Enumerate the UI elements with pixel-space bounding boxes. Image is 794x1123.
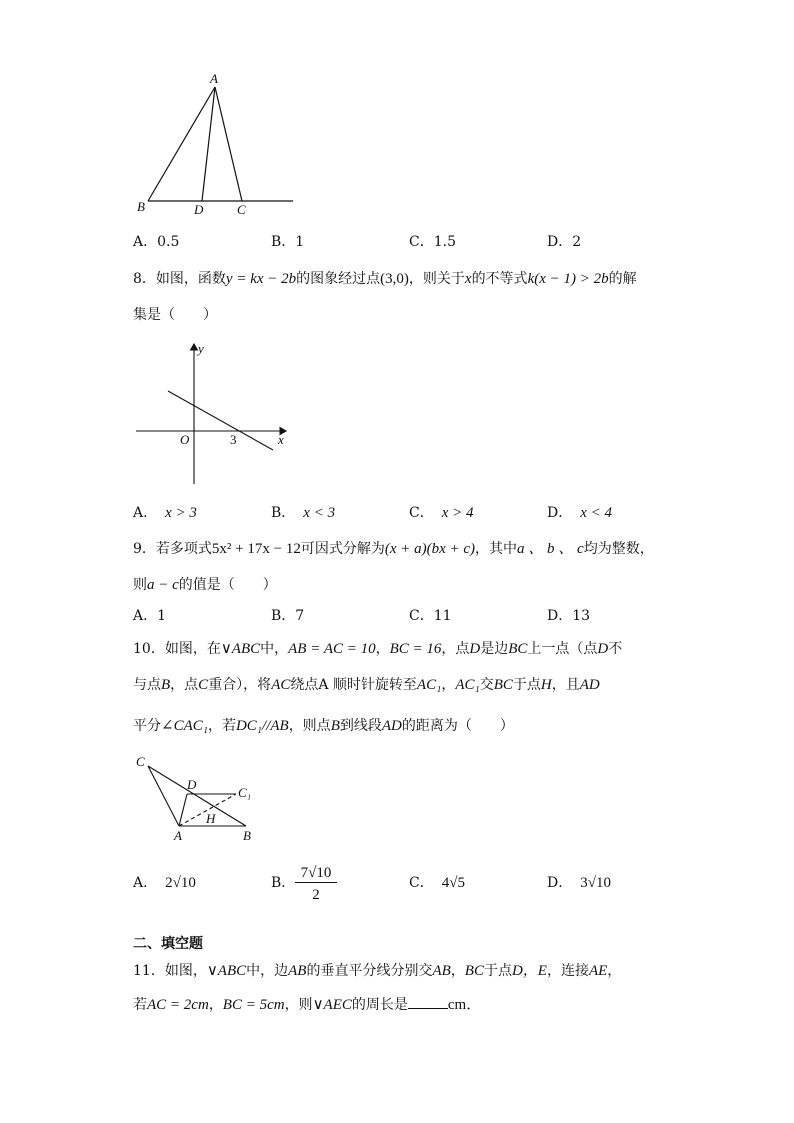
q7-line-AB bbox=[148, 87, 215, 201]
q8-option-c[interactable] bbox=[409, 504, 474, 522]
q7-label-D: D bbox=[194, 202, 204, 217]
q10-text: 是边 bbox=[480, 641, 509, 657]
q10-stem-line1 bbox=[133, 640, 622, 658]
q10-label-B: B bbox=[243, 828, 251, 843]
q10-var: AD bbox=[579, 677, 600, 693]
q10-text: 重合），将 bbox=[208, 677, 272, 693]
q10-option-c[interactable] bbox=[409, 874, 465, 892]
q11-answer-blank[interactable] bbox=[408, 994, 448, 1009]
q10-text: 的距离为（ ） bbox=[401, 718, 514, 734]
q10-text: 到线段 bbox=[339, 718, 382, 734]
q8-figure bbox=[130, 338, 300, 488]
q11-text: 于点 bbox=[483, 963, 512, 979]
q11-equation: AC = 2cm bbox=[147, 997, 209, 1013]
q8-stem-line2: 集是（ ） bbox=[133, 307, 217, 323]
q9-option-a[interactable]: A．1 bbox=[133, 608, 167, 624]
q9-expression: a − c bbox=[147, 577, 179, 593]
option-value: x < 4 bbox=[580, 505, 613, 521]
q8-function: y = kx − 2b bbox=[225, 271, 297, 287]
q7-line-AC bbox=[215, 87, 242, 201]
q8-inequality: k(x − 1) > 2b bbox=[527, 271, 609, 287]
q10-option-a[interactable] bbox=[133, 874, 196, 892]
q10-equation: BC = 16 bbox=[389, 641, 442, 657]
q8-x-label: x bbox=[278, 432, 284, 447]
q10-angle: ∠CAC₁ bbox=[161, 718, 208, 734]
q10-text: ， bbox=[375, 641, 390, 657]
q10-stem-line2 bbox=[133, 676, 600, 694]
q8-option-d[interactable] bbox=[547, 504, 612, 522]
q10-var: D bbox=[469, 641, 481, 657]
q10-label-D: D bbox=[187, 777, 197, 792]
q11-text: 中，边 bbox=[246, 963, 289, 979]
section-title: 二、填空题 bbox=[133, 936, 203, 952]
option-value: 2√10 bbox=[165, 875, 196, 891]
q10-text: ，且 bbox=[551, 677, 580, 693]
q9-factor: (x + a)(bx + c) bbox=[384, 541, 476, 557]
q11-text: ，则 bbox=[284, 997, 313, 1013]
q10-label-C1: C₁ bbox=[238, 785, 252, 800]
q10-line-CB bbox=[148, 766, 246, 826]
option-letter: A． bbox=[133, 505, 158, 521]
q7-label-A: A bbox=[210, 71, 218, 86]
q7-option-d[interactable]: D．2 bbox=[547, 234, 582, 250]
q10-var: H bbox=[540, 677, 552, 693]
q7-figure bbox=[130, 70, 305, 220]
q9-vars: a 、 b 、 c bbox=[517, 541, 584, 557]
q9-option-b[interactable]: B．7 bbox=[271, 608, 305, 624]
q7-label-B: B bbox=[137, 199, 145, 214]
q11-text: 若 bbox=[133, 997, 147, 1013]
q10-label-C: C bbox=[136, 754, 145, 769]
q10-var: B bbox=[330, 718, 340, 734]
q8-text: 的不等式 bbox=[471, 271, 528, 287]
q10-text: 中， bbox=[260, 641, 289, 657]
q10-text: 绕点A 顺时针旋转至 bbox=[290, 677, 417, 693]
q11-unit: cm． bbox=[447, 997, 482, 1013]
option-letter: D． bbox=[547, 505, 573, 521]
q7-label-C: C bbox=[237, 202, 246, 217]
q10-text: ，点 bbox=[441, 641, 470, 657]
q9-stem-line1 bbox=[133, 540, 654, 558]
q11-text: ，连接 bbox=[546, 963, 589, 979]
q11-text: 的周长是 bbox=[351, 997, 408, 1013]
option-numerator: 7√10 bbox=[295, 864, 337, 883]
option-value: x > 3 bbox=[165, 505, 197, 521]
q7-line-AD bbox=[202, 87, 215, 201]
q8-stem-line1 bbox=[133, 270, 637, 288]
q11-triangle: ∨AEC bbox=[312, 997, 352, 1013]
q8-y-label: y bbox=[198, 341, 204, 356]
q10-label-A: A bbox=[174, 828, 182, 843]
q10-text: ，则点 bbox=[288, 718, 331, 734]
q8-var: x bbox=[464, 271, 472, 287]
q8-option-b[interactable] bbox=[271, 504, 335, 522]
q11-var: D，E bbox=[511, 963, 547, 979]
q7-option-b[interactable]: B．1 bbox=[271, 234, 305, 250]
option-letter: C． bbox=[409, 875, 434, 891]
q9-text: 9．若多项式 bbox=[133, 541, 212, 557]
q8-text: 的解 bbox=[608, 271, 637, 287]
q7-option-a[interactable]: A．0.5 bbox=[133, 234, 180, 250]
q10-text: 上一点（点 bbox=[527, 641, 598, 657]
option-letter: B． bbox=[271, 505, 296, 521]
q10-parallel: DC₁//AB bbox=[235, 718, 289, 734]
q11-stem-line2 bbox=[133, 994, 481, 1014]
q11-text: ， bbox=[208, 997, 223, 1013]
q11-stem-line1 bbox=[133, 962, 621, 980]
q10-text: 10．如图，在 bbox=[133, 641, 221, 657]
q10-var: B bbox=[161, 677, 171, 693]
q10-var: AC₁ bbox=[455, 677, 480, 693]
option-letter: C． bbox=[409, 505, 434, 521]
q9-option-d[interactable]: D．13 bbox=[547, 608, 591, 624]
q9-stem-line2 bbox=[133, 576, 277, 594]
q10-stem-line3 bbox=[133, 717, 514, 735]
q10-text: ，若 bbox=[207, 718, 236, 734]
q9-text: 均为整数， bbox=[583, 541, 654, 557]
q11-text: 11．如图， bbox=[133, 963, 207, 979]
option-letter: D． bbox=[547, 875, 573, 891]
q8-tick-label: 3 bbox=[230, 432, 237, 447]
q10-triangle: ∨ABC bbox=[220, 641, 261, 657]
q11-var: AB bbox=[432, 963, 451, 979]
q10-line-AD bbox=[179, 794, 187, 826]
option-letter: B． bbox=[271, 875, 296, 891]
q10-figure bbox=[130, 752, 270, 847]
q9-polynomial: 5x² + 17x − 12 bbox=[211, 541, 301, 557]
q10-var: C bbox=[198, 677, 209, 693]
q8-option-a[interactable] bbox=[133, 504, 197, 522]
q11-triangle: ∨ABC bbox=[206, 963, 247, 979]
q10-var: BC bbox=[508, 641, 528, 657]
q10-text: ，点 bbox=[170, 677, 199, 693]
q10-var: D bbox=[597, 641, 609, 657]
q8-text: ，则关于 bbox=[408, 271, 465, 287]
q9-option-c[interactable]: C．11 bbox=[409, 608, 452, 624]
option-letter: A． bbox=[133, 875, 158, 891]
q10-option-d[interactable] bbox=[547, 874, 611, 892]
option-value: x > 4 bbox=[441, 505, 474, 521]
option-value: 4√5 bbox=[441, 875, 465, 891]
q10-option-b[interactable] bbox=[271, 865, 361, 914]
q11-var: AB bbox=[288, 963, 307, 979]
q10-text: 与点 bbox=[133, 677, 161, 693]
q8-text: 的图象经过点 bbox=[296, 271, 381, 287]
q9-text: 则 bbox=[133, 577, 147, 593]
q9-text: 可因式分解为 bbox=[300, 541, 385, 557]
q10-text: ， bbox=[441, 677, 456, 693]
q10-text: 不 bbox=[608, 641, 623, 657]
option-denominator: 2 bbox=[312, 887, 320, 903]
q10-text: 于点 bbox=[512, 677, 541, 693]
q11-text: 的垂直平分线分别交 bbox=[306, 963, 433, 979]
q10-var: AC bbox=[271, 677, 291, 693]
option-value: 3√10 bbox=[580, 875, 611, 891]
q11-var: AE bbox=[588, 963, 608, 979]
q10-label-H: H bbox=[206, 811, 216, 826]
q11-var: BC bbox=[464, 963, 484, 979]
q11-equation: BC = 5cm bbox=[222, 997, 285, 1013]
q10-text: 交 bbox=[479, 677, 494, 693]
q8-text: 8．如图，函数 bbox=[133, 271, 226, 287]
q7-option-c[interactable]: C．1.5 bbox=[409, 234, 456, 250]
q10-equation: AB = AC = 10 bbox=[288, 641, 376, 657]
q10-text: 平分 bbox=[133, 718, 161, 734]
q10-var: AC₁ bbox=[416, 677, 442, 693]
q9-text: 的值是（ ） bbox=[178, 577, 277, 593]
option-value: x < 3 bbox=[303, 505, 336, 521]
q8-point: (3,0) bbox=[380, 271, 409, 287]
q10-var: BC bbox=[493, 677, 513, 693]
q9-text: ，其中 bbox=[475, 541, 518, 557]
q10-var: AD bbox=[381, 718, 402, 734]
q11-text: ， bbox=[450, 963, 465, 979]
q11-text: ， bbox=[607, 963, 622, 979]
q8-origin-label: O bbox=[180, 432, 190, 447]
